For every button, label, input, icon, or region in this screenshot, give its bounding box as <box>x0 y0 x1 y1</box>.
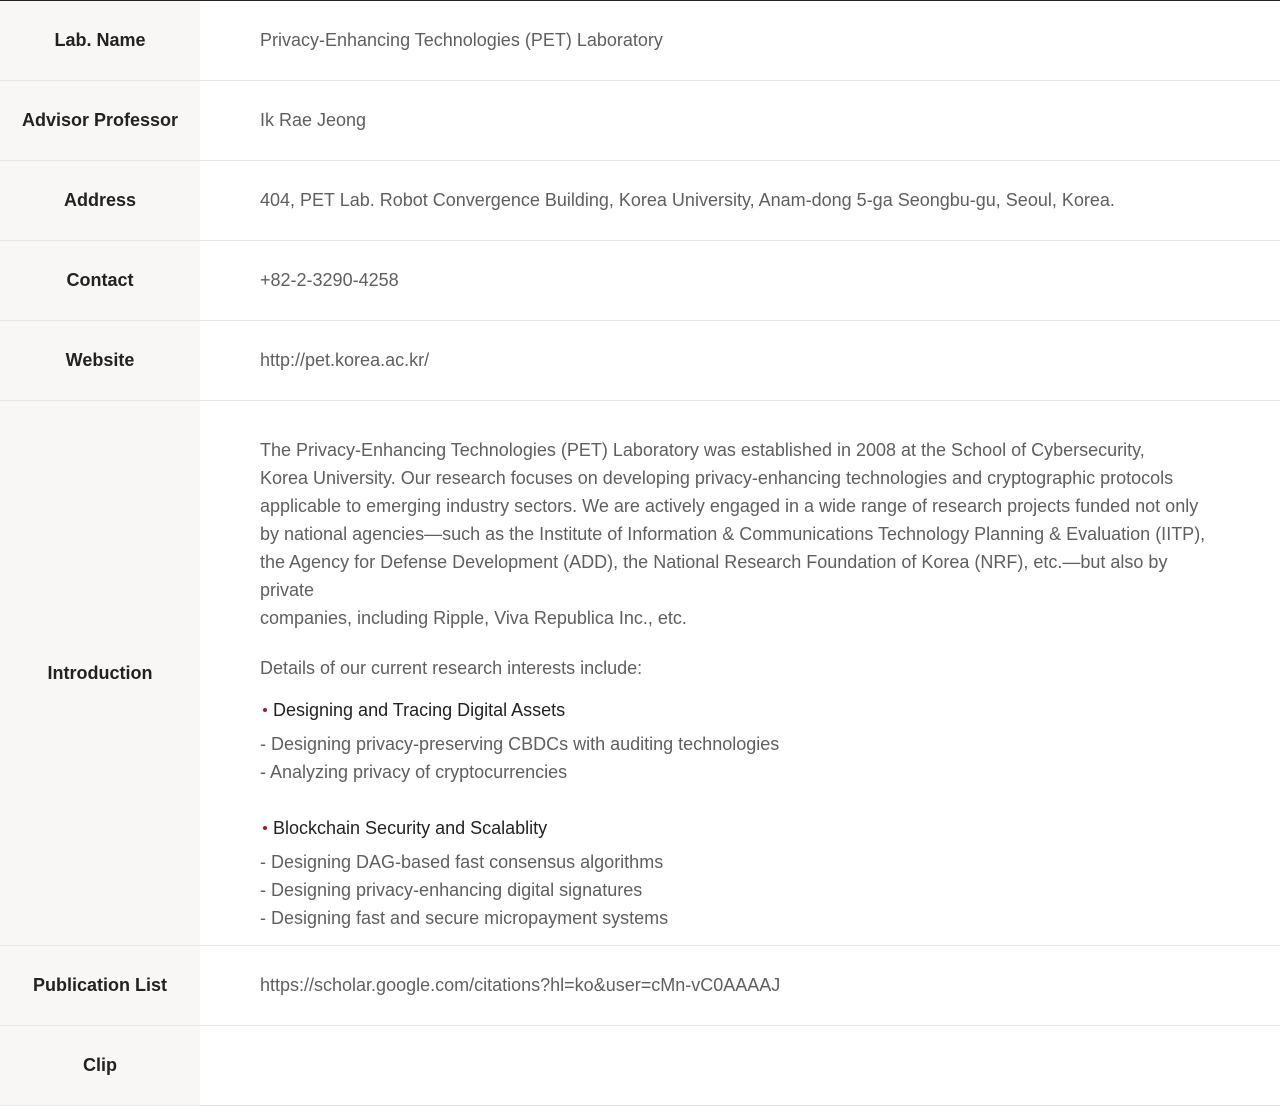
introduction-line: The Privacy-Enhancing Technologies (PET) Laboratory was established in 2008 at the School of Cybersecurity, <box>260 440 1145 460</box>
interests-intro: Details of our current research interests include: <box>260 658 643 678</box>
row-lab-name <box>0 1 1280 81</box>
list-item: - Analyzing privacy of cryptocurrencies <box>260 762 568 782</box>
bullet-dot-icon <box>263 708 267 712</box>
bullet-dot-icon <box>263 826 267 830</box>
research-topic-heading <box>260 816 1224 840</box>
introduction-line: applicable to emerging industry sectors. We are actively engaged in a wide range of research projects funded not only <box>260 496 1199 516</box>
publication-list-link[interactable]: https://scholar.google.com/citations?hl=ko&user=cMn-vC0AAAAJ <box>260 975 781 995</box>
row-address <box>0 161 1280 241</box>
website-label: Website <box>0 321 200 400</box>
advisor-value: Ik Rae Jeong <box>260 110 367 130</box>
introduction-line: Korea University. Our research focuses on developing privacy-enhancing technologies and cryptographic protocols <box>260 468 1174 488</box>
research-topic-items <box>260 848 1224 932</box>
introduction-label: Introduction <box>0 401 200 945</box>
research-topic-heading <box>260 698 1224 722</box>
list-item: - Designing privacy-enhancing digital signatures <box>260 880 643 900</box>
row-contact <box>0 241 1280 321</box>
row-advisor <box>0 81 1280 161</box>
introduction-line: the Agency for Defense Development (ADD), the National Research Foundation of Korea (NRF), etc.—but also by private <box>260 552 1168 600</box>
row-clip <box>0 1026 1280 1106</box>
lab-name-label: Lab. Name <box>0 1 200 80</box>
row-publication-list <box>0 946 1280 1026</box>
list-item: - Designing privacy-preserving CBDCs with auditing technologies <box>260 734 780 754</box>
publication-list-label: Publication List <box>0 946 200 1025</box>
contact-label: Contact <box>0 241 200 320</box>
introduction-line: by national agencies—such as the Institute of Information & Communications Technology Planning & Evaluation (IITP), <box>260 524 1206 544</box>
contact-value: +82-2-3290-4258 <box>260 270 399 290</box>
introduction-cell <box>200 401 1280 945</box>
introduction-line: companies, including Ripple, Viva Republica Inc., etc. <box>260 608 687 628</box>
introduction-paragraph <box>260 436 1224 632</box>
row-website <box>0 321 1280 401</box>
address-label: Address <box>0 161 200 240</box>
research-topic-title: Designing and Tracing Digital Assets <box>273 700 566 720</box>
list-item: - Designing fast and secure micropayment systems <box>260 908 669 928</box>
website-cell <box>200 321 1280 400</box>
introduction-body <box>260 436 1224 932</box>
clip-value <box>200 1026 1280 1105</box>
list-item: - Designing DAG-based fast consensus algorithms <box>260 852 664 872</box>
research-topic-items <box>260 730 1224 786</box>
advisor-label: Advisor Professor <box>0 81 200 160</box>
clip-label: Clip <box>0 1026 200 1105</box>
row-introduction <box>0 401 1280 946</box>
website-link[interactable]: http://pet.korea.ac.kr/ <box>260 350 430 370</box>
address-value: 404, PET Lab. Robot Convergence Building, Korea University, Anam-dong 5-ga Seongbu-gu, Seoul, Korea. <box>260 190 1115 210</box>
research-topic-title: Blockchain Security and Scalablity <box>273 818 548 838</box>
publication-list-cell <box>200 946 1280 1025</box>
lab-name-value: Privacy-Enhancing Technologies (PET) Laboratory <box>260 30 663 50</box>
